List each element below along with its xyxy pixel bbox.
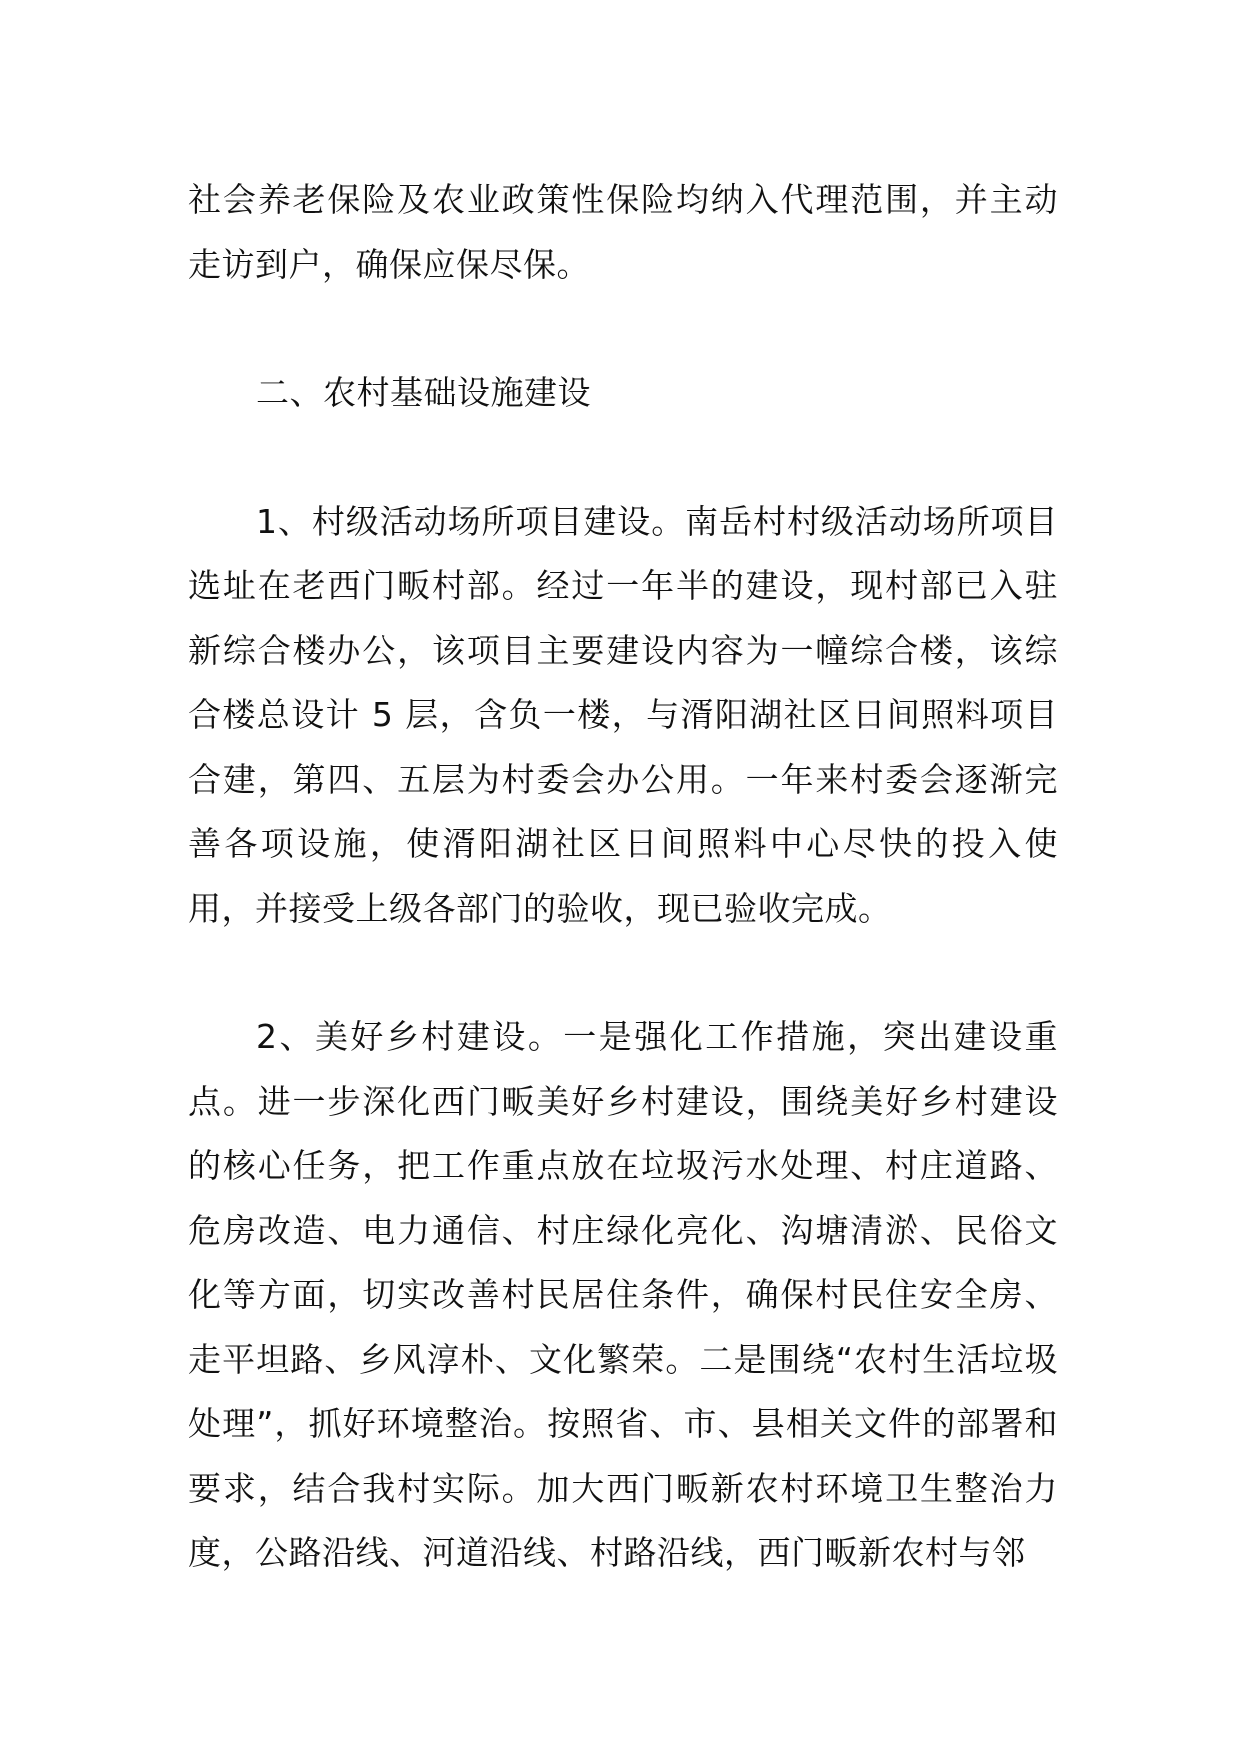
paragraph-insurance-continuation: 社会养老保险及农业政策性保险均纳入代理范围，并主动走访到户，确保应保尽保。: [188, 180, 1058, 284]
paragraph-beautiful-village: 2、美好乡村建设。一是强化工作措施，突出建设重点。进一步深化西门畈美好乡村建设，围绕美好乡村建设的核心任务，把工作重点放在垃圾污水处理、村庄道路、危房改造、电力通信、村庄绿化亮化、沟塘清淤、民俗文化等方面，切实改善村民居住条件，确保村民住安全房、走平坦路、乡风淳朴、文化繁荣。二是围绕“农村生活垃圾处理”，抓好环境整治。按照省、市、县相关文件的部署和要求，结合我村实际。加大西门畈新农村环境卫生整治力度，公路沿线、河道沿线、村路沿线，西门畈新农村与邻: [188, 1017, 1058, 1572]
section-heading-infrastructure: 二、农村基础设施建设: [256, 373, 591, 412]
document-body: [188, 168, 1058, 1586]
paragraph-activity-venue: 1、村级活动场所项目建设。南岳村村级活动场所项目选址在老西门畈村部。经过一年半的建设，现村部已入驻新综合楼办公，该项目主要建设内容为一幢综合楼，该综合楼总设计 5 层，含负一楼，与湑阳湖社区日间照料项目合建，第四、五层为村委会办公用。一年来村委会逐渐完善各项设施，使湑阳湖社区日间照料中心尽快的投入使用，并接受上级各部门的验收，现已验收完成。: [188, 501, 1058, 928]
